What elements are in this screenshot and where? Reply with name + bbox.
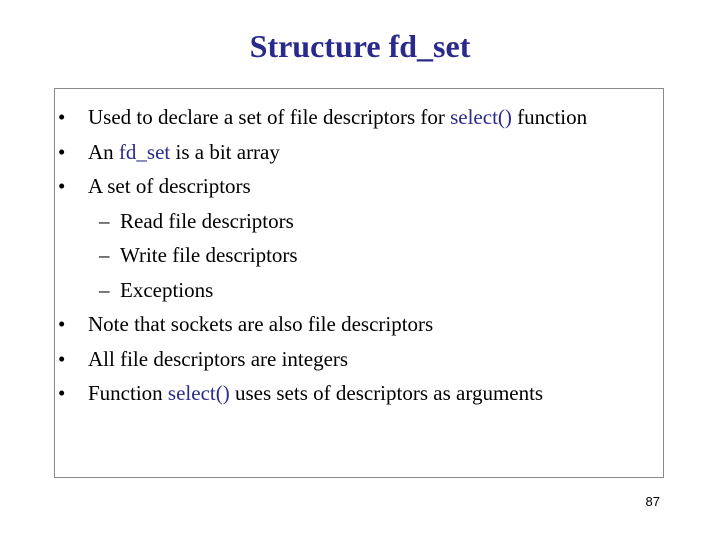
bullet-text: Used to declare a set of file descriptors for select() function (88, 105, 588, 129)
sub-bullet-text: Read file descriptors (120, 208, 294, 233)
bullet-marker: • (58, 381, 66, 405)
bullet-text: All file descriptors are integers (88, 346, 349, 371)
bullet-marker: • (58, 174, 66, 198)
sub-bullet-text: Exceptions (120, 277, 214, 302)
sub-bullet-item (55, 204, 663, 239)
sub-bullet-item (55, 273, 663, 308)
bullet-list (55, 100, 663, 411)
sub-bullet-item (55, 238, 663, 273)
dash-marker: – (99, 208, 110, 233)
bullet-marker: • (58, 105, 66, 129)
page-number: 87 (645, 494, 660, 509)
bullet-item (55, 169, 663, 204)
code-term: select() (450, 105, 512, 129)
dash-marker: – (99, 243, 110, 267)
bullet-item (55, 135, 663, 170)
bullet-text: A set of descriptors (88, 174, 251, 198)
bullet-item (55, 100, 663, 135)
bullet-marker: • (58, 346, 66, 371)
content-box (54, 88, 664, 478)
bullet-item (55, 307, 663, 342)
bullet-text: An fd_set is a bit array (88, 139, 280, 164)
bullet-marker: • (58, 139, 66, 164)
sub-bullet-text: Write file descriptors (120, 243, 298, 267)
bullet-marker: • (58, 312, 66, 336)
bullet-item (55, 342, 663, 377)
code-term: fd_set (118, 139, 171, 164)
slide-title: Structure fd_set (249, 28, 471, 64)
code-term: select() (167, 381, 230, 405)
dash-marker: – (99, 277, 110, 302)
bullet-text: Note that sockets are also file descriptors (88, 312, 434, 336)
bullet-text: Function select() uses sets of descriptors as arguments (88, 381, 544, 405)
bullet-item (55, 376, 663, 411)
